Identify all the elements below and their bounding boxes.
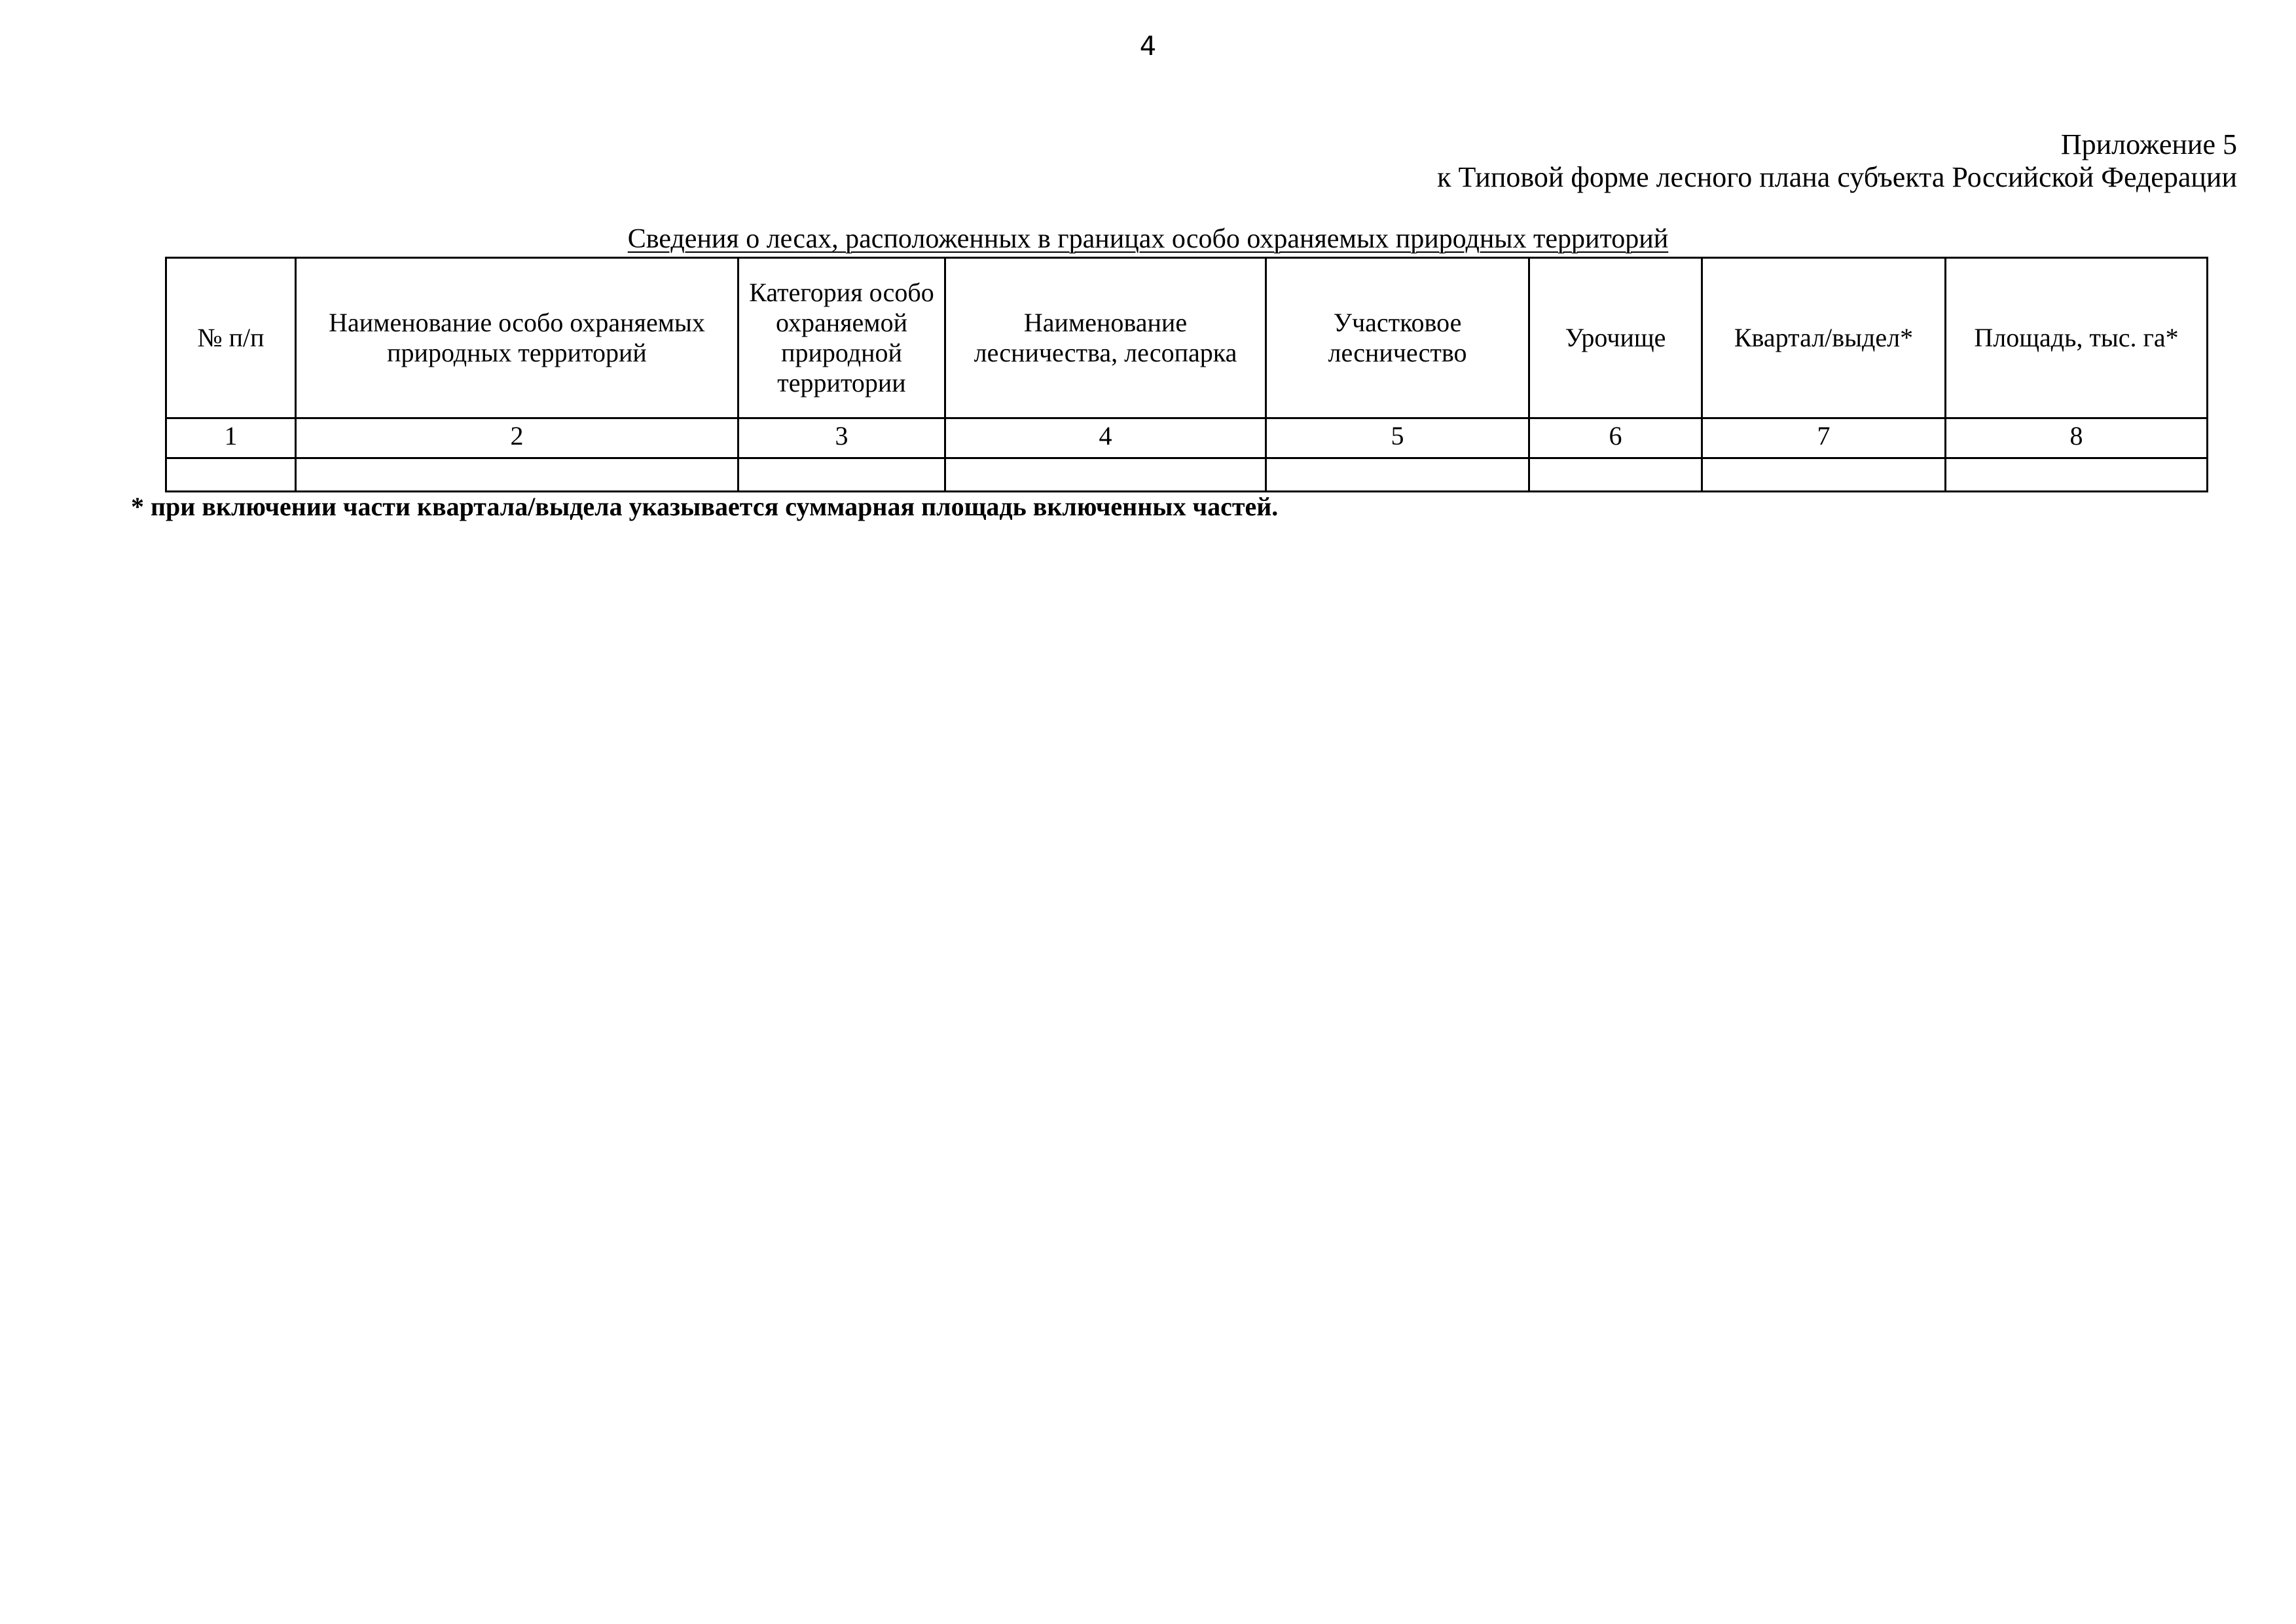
- empty-cell: [1702, 458, 1946, 492]
- header-cell-number: № п/п: [166, 258, 296, 418]
- empty-cell: [296, 458, 738, 492]
- header-cell-district-forestry: Участковое лесничество: [1266, 258, 1529, 418]
- column-number-row: [166, 418, 2208, 458]
- empty-cell: [738, 458, 945, 492]
- page-number: 4: [1139, 31, 1157, 62]
- empty-data-row: [166, 458, 2208, 492]
- column-number-cell: 4: [945, 418, 1266, 458]
- appendix-title: Приложение 5: [2060, 128, 2237, 160]
- header-cell-territory-category: Категория особо охраняемой природной территории: [738, 258, 945, 418]
- header-cell-tract: Урочище: [1529, 258, 1702, 418]
- table-title: Сведения о лесах, расположенных в границах особо охраняемых природных территорий: [627, 224, 1669, 254]
- appendix-subtitle: к Типовой форме лесного плана субъекта Российской Федерации: [1437, 161, 2237, 193]
- column-number-cell: 3: [738, 418, 945, 458]
- footnote: * при включении части квартала/выдела указывается суммарная площадь включенных частей.: [131, 492, 1279, 521]
- column-number-cell: 1: [166, 418, 296, 458]
- appendix-caption: [1437, 128, 2237, 194]
- header-row: [166, 258, 2208, 418]
- column-number-cell: 6: [1529, 418, 1702, 458]
- header-cell-forestry-name: Наименование лесничества, лесопарка: [945, 258, 1266, 418]
- column-number-cell: 5: [1266, 418, 1529, 458]
- empty-cell: [166, 458, 296, 492]
- column-number-cell: 2: [296, 418, 738, 458]
- empty-cell: [945, 458, 1266, 492]
- empty-cell: [1946, 458, 2208, 492]
- header-cell-quarter-plot: Квартал/выдел*: [1702, 258, 1946, 418]
- header-cell-territory-name: Наименование особо охраняемых природных территорий: [296, 258, 738, 418]
- empty-cell: [1266, 458, 1529, 492]
- forest-info-table: [165, 257, 2208, 492]
- column-number-cell: 7: [1702, 418, 1946, 458]
- empty-cell: [1529, 458, 1702, 492]
- header-cell-area: Площадь, тыс. га*: [1946, 258, 2208, 418]
- column-number-cell: 8: [1946, 418, 2208, 458]
